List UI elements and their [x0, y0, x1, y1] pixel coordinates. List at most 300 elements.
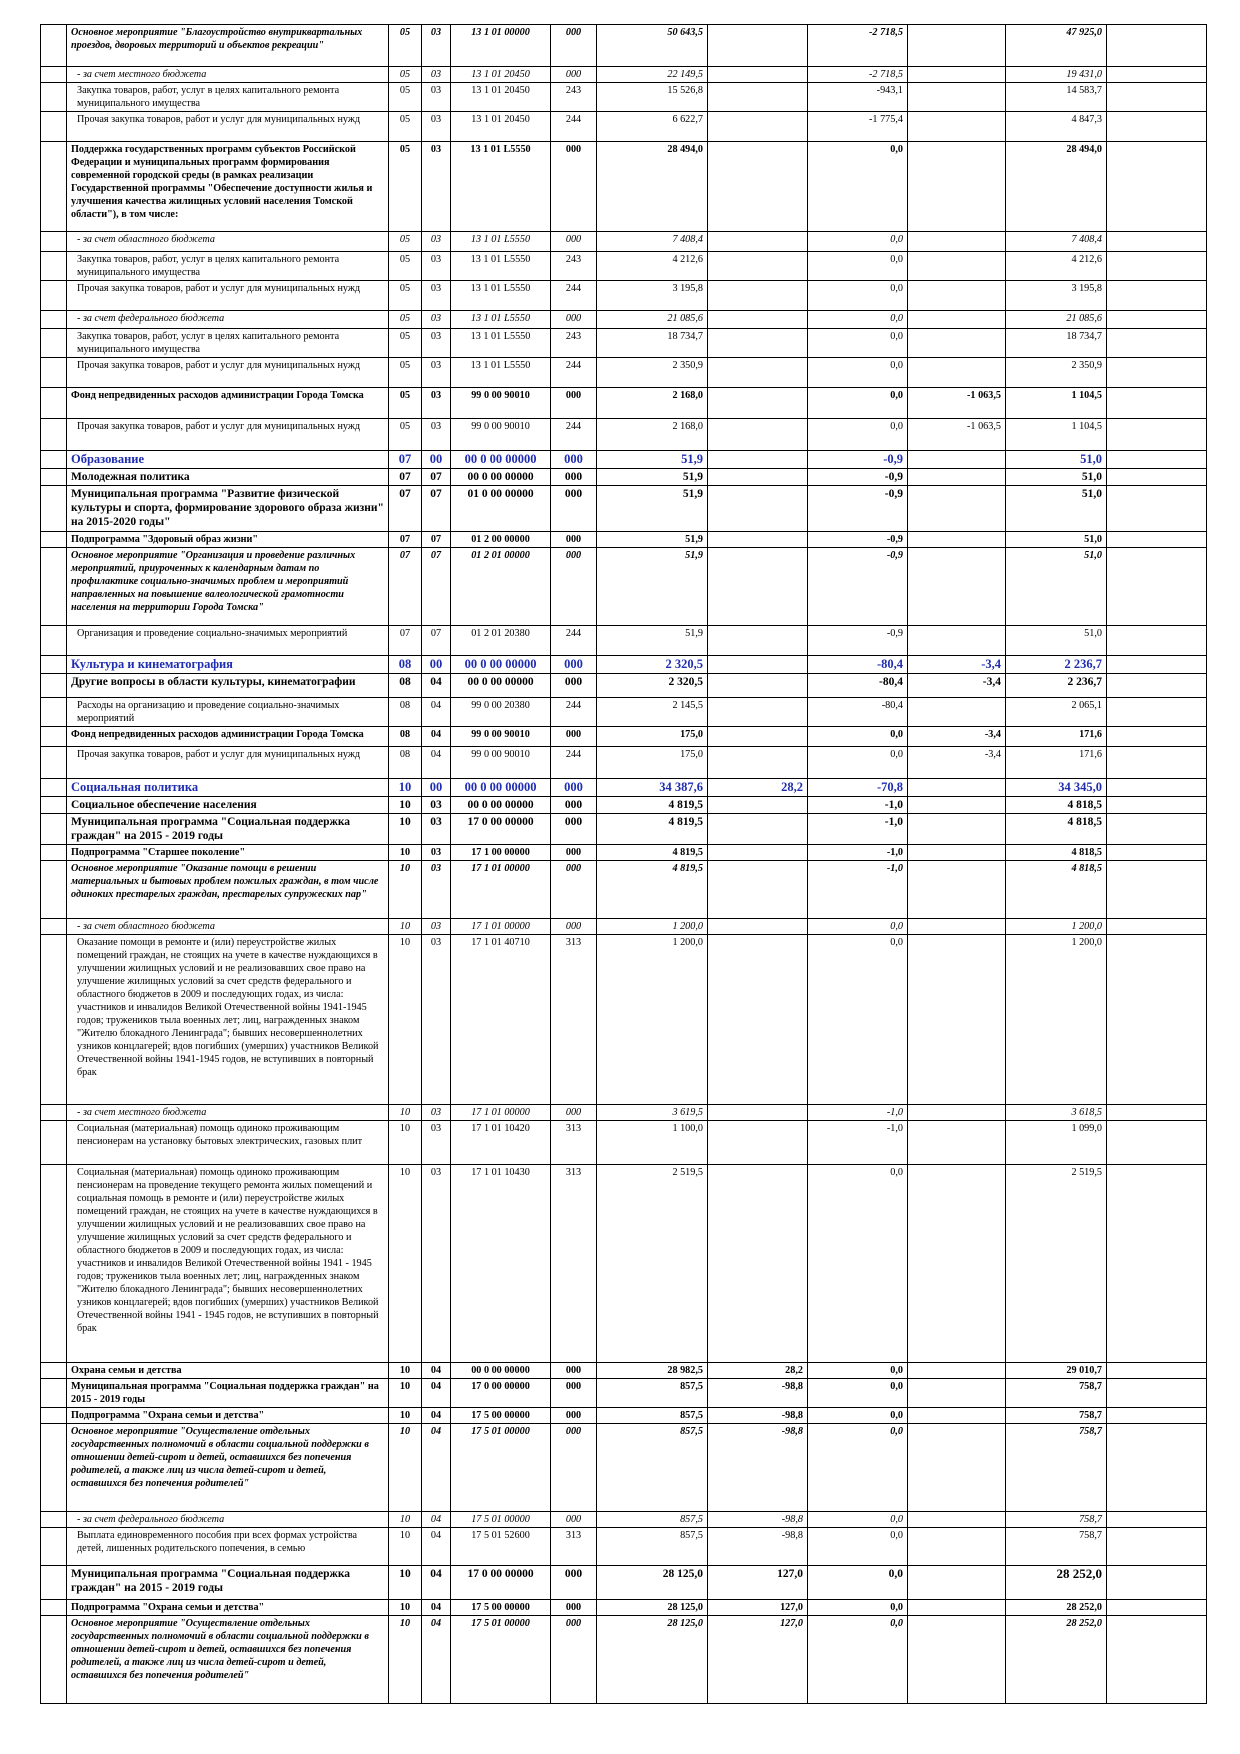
row-subsection-code: 03 [422, 83, 451, 112]
row-change-1 [708, 727, 808, 747]
row-section-code: 05 [389, 252, 422, 281]
row-target-article: 99 0 00 20380 [451, 698, 551, 727]
row-margin-cell [41, 469, 67, 486]
row-final-amount: 171,6 [1006, 727, 1107, 747]
row-approved-amount: 34 387,6 [597, 779, 708, 797]
row-target-article: 99 0 00 90010 [451, 727, 551, 747]
row-section-code: 10 [389, 814, 422, 845]
row-description: Муниципальная программа "Развитие физической культуры и спорта, формирование здорового образа жизни" на 2015-2020 годы" [67, 486, 389, 532]
table-row [41, 358, 1207, 388]
row-description: Социальная (материальная) помощь одиноко проживающим пенсионерам на проведение текущего ремонта жилых помещений и социальная помощь в ремонте и (или) переустройстве жилых помещений граждан, не стоящих на учете в качестве нуждающихся в улучшении жилищных условий и не реализовавших свое право на улучшение жилищных условий за счет средств федерального и областного бюджетов в 2009 и последующих годах, из числа: участников и инвалидов Великой Отечественной войны 1941 - 1945 годов; тружеников тыла военных лет; лиц, награжденных знаком "Жителю блокадного Ленинграда"; бывших несовершеннолетних узников концлагерей; вдов погибших (умерших) участников Великой Отечественной войны 1941 - 1945 годов, не вступивших в повторный брак [67, 1165, 389, 1363]
row-section-code: 10 [389, 935, 422, 1105]
row-target-article: 17 5 00 00000 [451, 1408, 551, 1424]
row-change-1 [708, 919, 808, 935]
row-expense-type: 000 [551, 1105, 597, 1121]
table-row [41, 861, 1207, 919]
row-change-3 [908, 861, 1006, 919]
row-change-2: 0,0 [808, 1379, 908, 1408]
row-expense-type: 313 [551, 1121, 597, 1165]
row-approved-amount: 22 149,5 [597, 67, 708, 83]
row-subsection-code: 03 [422, 232, 451, 252]
row-margin-cell [41, 779, 67, 797]
table-row [41, 1363, 1207, 1379]
row-empty-cell [1107, 861, 1207, 919]
row-description: - за счет областного бюджета [67, 232, 389, 252]
row-section-code: 10 [389, 1379, 422, 1408]
row-section-code: 10 [389, 919, 422, 935]
row-change-3 [908, 1105, 1006, 1121]
row-change-2: -1,0 [808, 845, 908, 861]
row-margin-cell [41, 112, 67, 142]
row-margin-cell [41, 329, 67, 358]
row-change-2: -2 718,5 [808, 67, 908, 83]
row-target-article: 17 5 01 52600 [451, 1528, 551, 1566]
row-change-1 [708, 469, 808, 486]
row-approved-amount: 28 125,0 [597, 1600, 708, 1616]
row-approved-amount: 1 200,0 [597, 935, 708, 1105]
row-target-article: 17 1 01 00000 [451, 1105, 551, 1121]
row-description: - за счет федерального бюджета [67, 311, 389, 329]
row-change-2: -0,9 [808, 469, 908, 486]
row-expense-type: 000 [551, 797, 597, 814]
row-final-amount: 4 212,6 [1006, 252, 1107, 281]
row-margin-cell [41, 311, 67, 329]
row-change-3: -3,4 [908, 747, 1006, 779]
row-change-2: 0,0 [808, 419, 908, 451]
row-change-1 [708, 1121, 808, 1165]
row-subsection-code: 07 [422, 626, 451, 656]
row-change-2: -0,9 [808, 626, 908, 656]
row-change-3 [908, 486, 1006, 532]
row-section-code: 10 [389, 779, 422, 797]
row-description: Подпрограмма "Охрана семьи и детства" [67, 1600, 389, 1616]
row-subsection-code: 03 [422, 112, 451, 142]
row-change-3: -1 063,5 [908, 388, 1006, 419]
row-target-article: 13 1 01 20450 [451, 83, 551, 112]
row-change-1: 127,0 [708, 1566, 808, 1600]
row-change-3 [908, 329, 1006, 358]
row-subsection-code: 04 [422, 1600, 451, 1616]
row-approved-amount: 18 734,7 [597, 329, 708, 358]
row-approved-amount: 2 320,5 [597, 656, 708, 674]
row-change-3 [908, 358, 1006, 388]
row-final-amount: 51,0 [1006, 451, 1107, 469]
row-empty-cell [1107, 1512, 1207, 1528]
row-change-3: -3,4 [908, 727, 1006, 747]
row-expense-type: 000 [551, 727, 597, 747]
row-description: Прочая закупка товаров, работ и услуг для муниципальных нужд [67, 747, 389, 779]
row-empty-cell [1107, 83, 1207, 112]
row-empty-cell [1107, 419, 1207, 451]
row-final-amount: 1 104,5 [1006, 419, 1107, 451]
row-empty-cell [1107, 532, 1207, 548]
row-expense-type: 000 [551, 1408, 597, 1424]
table-row [41, 329, 1207, 358]
row-description: Муниципальная программа "Социальная поддержка граждан" на 2015 - 2019 годы [67, 814, 389, 845]
row-description: Оказание помощи в ремонте и (или) переустройстве жилых помещений граждан, не стоящих на учете в качестве нуждающихся в улучшении жилищных условий и не реализовавших свое право на улучшение жилищных условий за счет средств федерального и областного бюджетов в 2009 и последующих годах, из числа: участников и инвалидов Великой Отечественной войны 1941-1945 годов; тружеников тыла военных лет; лиц, награжденных знаком "Жителю блокадного Ленинграда"; бывших несовершеннолетних узников концлагерей; вдов погибших (умерших) участников Великой Отечественной войны 1941-1945 годов, не вступивших в повторный брак [67, 935, 389, 1105]
row-description: Прочая закупка товаров, работ и услуг для муниципальных нужд [67, 281, 389, 311]
row-approved-amount: 4 819,5 [597, 845, 708, 861]
row-change-3 [908, 935, 1006, 1105]
row-description: Закупка товаров, работ, услуг в целях капитального ремонта муниципального имущества [67, 83, 389, 112]
row-change-2: -1,0 [808, 797, 908, 814]
row-subsection-code: 04 [422, 1616, 451, 1704]
row-final-amount: 28 494,0 [1006, 142, 1107, 232]
row-change-1 [708, 83, 808, 112]
row-margin-cell [41, 727, 67, 747]
row-change-2: -80,4 [808, 656, 908, 674]
row-change-3 [908, 548, 1006, 626]
row-expense-type: 000 [551, 861, 597, 919]
row-target-article: 13 1 01 00000 [451, 25, 551, 67]
row-change-1: 127,0 [708, 1600, 808, 1616]
row-subsection-code: 03 [422, 919, 451, 935]
row-final-amount: 51,0 [1006, 486, 1107, 532]
row-subsection-code: 03 [422, 1165, 451, 1363]
row-final-amount: 758,7 [1006, 1512, 1107, 1528]
row-margin-cell [41, 25, 67, 67]
table-row [41, 388, 1207, 419]
row-section-code: 07 [389, 548, 422, 626]
row-subsection-code: 03 [422, 935, 451, 1105]
row-empty-cell [1107, 727, 1207, 747]
row-change-2: 0,0 [808, 935, 908, 1105]
row-description: Образование [67, 451, 389, 469]
row-empty-cell [1107, 1379, 1207, 1408]
table-row [41, 797, 1207, 814]
row-final-amount: 3 618,5 [1006, 1105, 1107, 1121]
row-subsection-code: 07 [422, 532, 451, 548]
row-subsection-code: 00 [422, 779, 451, 797]
row-target-article: 99 0 00 90010 [451, 419, 551, 451]
row-target-article: 17 1 01 10430 [451, 1165, 551, 1363]
row-change-1: -98,8 [708, 1528, 808, 1566]
row-subsection-code: 07 [422, 486, 451, 532]
row-change-1 [708, 419, 808, 451]
row-final-amount: 7 408,4 [1006, 232, 1107, 252]
row-approved-amount: 2 168,0 [597, 388, 708, 419]
row-section-code: 10 [389, 1566, 422, 1600]
row-margin-cell [41, 358, 67, 388]
table-row [41, 674, 1207, 698]
row-description: Поддержка государственных программ субъектов Российской Федерации и муниципальных программ формирования современной городской среды (в рамках реализации Государственной программы "Обеспечение доступности жилья и улучшения качества жилищных условий населения Томской области"), в том числе: [67, 142, 389, 232]
row-empty-cell [1107, 1165, 1207, 1363]
row-change-1 [708, 358, 808, 388]
row-description: Закупка товаров, работ, услуг в целях капитального ремонта муниципального имущества [67, 329, 389, 358]
row-expense-type: 313 [551, 935, 597, 1105]
row-final-amount: 758,7 [1006, 1379, 1107, 1408]
row-change-2: 0,0 [808, 281, 908, 311]
row-change-1 [708, 845, 808, 861]
row-approved-amount: 28 125,0 [597, 1566, 708, 1600]
row-final-amount: 51,0 [1006, 548, 1107, 626]
row-final-amount: 51,0 [1006, 626, 1107, 656]
table-row [41, 67, 1207, 83]
row-target-article: 17 1 01 10420 [451, 1121, 551, 1165]
row-empty-cell [1107, 626, 1207, 656]
row-target-article: 13 1 01 20450 [451, 112, 551, 142]
row-description: Подпрограмма "Старшее поколение" [67, 845, 389, 861]
row-final-amount: 34 345,0 [1006, 779, 1107, 797]
budget-table-page [40, 24, 1206, 1704]
row-target-article: 17 5 01 00000 [451, 1424, 551, 1512]
budget-table [40, 24, 1207, 1704]
table-row [41, 1408, 1207, 1424]
row-margin-cell [41, 232, 67, 252]
row-final-amount: 4 818,5 [1006, 814, 1107, 845]
table-row [41, 548, 1207, 626]
row-margin-cell [41, 797, 67, 814]
row-subsection-code: 04 [422, 1363, 451, 1379]
row-section-code: 07 [389, 469, 422, 486]
row-final-amount: 758,7 [1006, 1424, 1107, 1512]
row-empty-cell [1107, 1408, 1207, 1424]
row-final-amount: 4 818,5 [1006, 797, 1107, 814]
row-approved-amount: 7 408,4 [597, 232, 708, 252]
row-approved-amount: 51,9 [597, 469, 708, 486]
row-margin-cell [41, 1528, 67, 1566]
row-change-1 [708, 232, 808, 252]
row-description: Молодежная политика [67, 469, 389, 486]
row-expense-type: 244 [551, 626, 597, 656]
row-empty-cell [1107, 1566, 1207, 1600]
row-empty-cell [1107, 388, 1207, 419]
table-row [41, 25, 1207, 67]
row-empty-cell [1107, 358, 1207, 388]
row-approved-amount: 857,5 [597, 1512, 708, 1528]
row-change-2: 0,0 [808, 1165, 908, 1363]
row-final-amount: 2 236,7 [1006, 674, 1107, 698]
row-description: Основное мероприятие "Осуществление отдельных государственных полномочий в области социальной поддержки в отношении детей-сирот и детей, оставшихся без попечения родителей, а также лиц из числа детей-сирот и детей, оставшихся без попечения родителей" [67, 1616, 389, 1704]
row-expense-type: 313 [551, 1528, 597, 1566]
row-expense-type: 244 [551, 419, 597, 451]
row-subsection-code: 03 [422, 419, 451, 451]
row-final-amount: 18 734,7 [1006, 329, 1107, 358]
row-expense-type: 000 [551, 1600, 597, 1616]
row-expense-type: 244 [551, 698, 597, 727]
row-margin-cell [41, 674, 67, 698]
row-change-2: 0,0 [808, 358, 908, 388]
row-empty-cell [1107, 112, 1207, 142]
row-subsection-code: 03 [422, 797, 451, 814]
row-approved-amount: 1 200,0 [597, 919, 708, 935]
row-section-code: 05 [389, 329, 422, 358]
row-empty-cell [1107, 747, 1207, 779]
table-row [41, 747, 1207, 779]
row-change-1 [708, 656, 808, 674]
row-expense-type: 000 [551, 1379, 597, 1408]
row-approved-amount: 51,9 [597, 548, 708, 626]
row-change-2: 0,0 [808, 727, 908, 747]
row-subsection-code: 07 [422, 548, 451, 626]
row-change-1 [708, 698, 808, 727]
row-expense-type: 000 [551, 779, 597, 797]
row-change-1: -98,8 [708, 1424, 808, 1512]
table-row [41, 698, 1207, 727]
table-row [41, 532, 1207, 548]
row-final-amount: 2 519,5 [1006, 1165, 1107, 1363]
row-expense-type: 000 [551, 919, 597, 935]
row-expense-type: 244 [551, 112, 597, 142]
row-change-2: 0,0 [808, 1566, 908, 1600]
row-section-code: 10 [389, 1600, 422, 1616]
row-subsection-code: 03 [422, 142, 451, 232]
row-change-3 [908, 626, 1006, 656]
row-subsection-code: 03 [422, 1121, 451, 1165]
table-row [41, 845, 1207, 861]
row-final-amount: 2 065,1 [1006, 698, 1107, 727]
row-description: - за счет областного бюджета [67, 919, 389, 935]
row-approved-amount: 51,9 [597, 626, 708, 656]
row-final-amount: 758,7 [1006, 1528, 1107, 1566]
row-expense-type: 000 [551, 656, 597, 674]
table-row [41, 1165, 1207, 1363]
row-margin-cell [41, 1600, 67, 1616]
row-empty-cell [1107, 451, 1207, 469]
row-change-2: 0,0 [808, 1424, 908, 1512]
row-change-3 [908, 83, 1006, 112]
row-empty-cell [1107, 814, 1207, 845]
row-change-2: -2 718,5 [808, 25, 908, 67]
row-change-3 [908, 814, 1006, 845]
row-section-code: 05 [389, 67, 422, 83]
row-final-amount: 28 252,0 [1006, 1566, 1107, 1600]
row-change-2: -0,9 [808, 532, 908, 548]
row-target-article: 00 0 00 00000 [451, 779, 551, 797]
row-final-amount: 14 583,7 [1006, 83, 1107, 112]
row-section-code: 05 [389, 388, 422, 419]
row-change-2: -1,0 [808, 814, 908, 845]
row-margin-cell [41, 814, 67, 845]
row-subsection-code: 03 [422, 25, 451, 67]
row-section-code: 05 [389, 311, 422, 329]
row-section-code: 10 [389, 1105, 422, 1121]
table-row [41, 1105, 1207, 1121]
row-description: Охрана семьи и детства [67, 1363, 389, 1379]
row-change-2: 0,0 [808, 329, 908, 358]
table-row [41, 919, 1207, 935]
row-final-amount: 4 818,5 [1006, 845, 1107, 861]
row-subsection-code: 04 [422, 1424, 451, 1512]
row-final-amount: 1 200,0 [1006, 935, 1107, 1105]
row-approved-amount: 28 494,0 [597, 142, 708, 232]
row-change-3 [908, 779, 1006, 797]
row-approved-amount: 51,9 [597, 451, 708, 469]
row-change-1: -98,8 [708, 1408, 808, 1424]
row-target-article: 17 5 00 00000 [451, 1600, 551, 1616]
row-empty-cell [1107, 252, 1207, 281]
row-expense-type: 000 [551, 232, 597, 252]
row-change-3 [908, 1566, 1006, 1600]
row-change-1 [708, 252, 808, 281]
row-empty-cell [1107, 469, 1207, 486]
row-change-2: -0,9 [808, 451, 908, 469]
row-subsection-code: 04 [422, 727, 451, 747]
row-final-amount: 47 925,0 [1006, 25, 1107, 67]
row-change-3 [908, 311, 1006, 329]
row-change-3 [908, 1408, 1006, 1424]
row-description: Основное мероприятие "Оказание помощи в решении материальных и бытовых проблем пожилых граждан, в том числе одиноких престарелых граждан, престарелых супружеских пар" [67, 861, 389, 919]
row-change-2: 0,0 [808, 919, 908, 935]
row-target-article: 13 1 01 L5550 [451, 281, 551, 311]
row-subsection-code: 04 [422, 1408, 451, 1424]
row-expense-type: 243 [551, 252, 597, 281]
row-final-amount: 1 104,5 [1006, 388, 1107, 419]
row-empty-cell [1107, 232, 1207, 252]
row-final-amount: 1 099,0 [1006, 1121, 1107, 1165]
table-row [41, 281, 1207, 311]
row-section-code: 05 [389, 281, 422, 311]
row-approved-amount: 175,0 [597, 727, 708, 747]
table-row [41, 311, 1207, 329]
row-section-code: 07 [389, 486, 422, 532]
row-target-article: 17 1 00 00000 [451, 845, 551, 861]
row-approved-amount: 4 212,6 [597, 252, 708, 281]
row-change-3 [908, 1379, 1006, 1408]
row-section-code: 10 [389, 797, 422, 814]
row-final-amount: 2 350,9 [1006, 358, 1107, 388]
row-change-3 [908, 281, 1006, 311]
row-change-2: -80,4 [808, 698, 908, 727]
row-approved-amount: 2 168,0 [597, 419, 708, 451]
row-expense-type: 000 [551, 67, 597, 83]
row-change-1 [708, 486, 808, 532]
row-expense-type: 243 [551, 329, 597, 358]
row-section-code: 05 [389, 419, 422, 451]
row-margin-cell [41, 626, 67, 656]
row-change-3 [908, 919, 1006, 935]
row-empty-cell [1107, 1600, 1207, 1616]
row-section-code: 10 [389, 1363, 422, 1379]
row-change-2: 0,0 [808, 1363, 908, 1379]
row-change-2: 0,0 [808, 1408, 908, 1424]
row-description: Прочая закупка товаров, работ и услуг для муниципальных нужд [67, 419, 389, 451]
row-section-code: 05 [389, 232, 422, 252]
row-subsection-code: 04 [422, 698, 451, 727]
row-approved-amount: 857,5 [597, 1379, 708, 1408]
row-margin-cell [41, 1566, 67, 1600]
row-change-1 [708, 388, 808, 419]
row-margin-cell [41, 1165, 67, 1363]
row-target-article: 17 0 00 00000 [451, 1379, 551, 1408]
row-subsection-code: 04 [422, 1566, 451, 1600]
row-section-code: 10 [389, 845, 422, 861]
row-change-3: -3,4 [908, 674, 1006, 698]
row-approved-amount: 2 350,9 [597, 358, 708, 388]
table-row [41, 1121, 1207, 1165]
row-description: - за счет федерального бюджета [67, 1512, 389, 1528]
row-target-article: 17 0 00 00000 [451, 814, 551, 845]
row-margin-cell [41, 451, 67, 469]
row-expense-type: 243 [551, 83, 597, 112]
row-change-1: -98,8 [708, 1379, 808, 1408]
row-target-article: 00 0 00 00000 [451, 1363, 551, 1379]
row-empty-cell [1107, 486, 1207, 532]
row-target-article: 13 1 01 L5550 [451, 252, 551, 281]
row-margin-cell [41, 532, 67, 548]
row-target-article: 13 1 01 20450 [451, 67, 551, 83]
row-change-3 [908, 1528, 1006, 1566]
row-subsection-code: 03 [422, 358, 451, 388]
row-section-code: 05 [389, 112, 422, 142]
row-approved-amount: 21 085,6 [597, 311, 708, 329]
row-empty-cell [1107, 1105, 1207, 1121]
table-row [41, 1512, 1207, 1528]
row-target-article: 13 1 01 L5550 [451, 232, 551, 252]
row-empty-cell [1107, 845, 1207, 861]
row-change-2: -943,1 [808, 83, 908, 112]
row-empty-cell [1107, 1616, 1207, 1704]
